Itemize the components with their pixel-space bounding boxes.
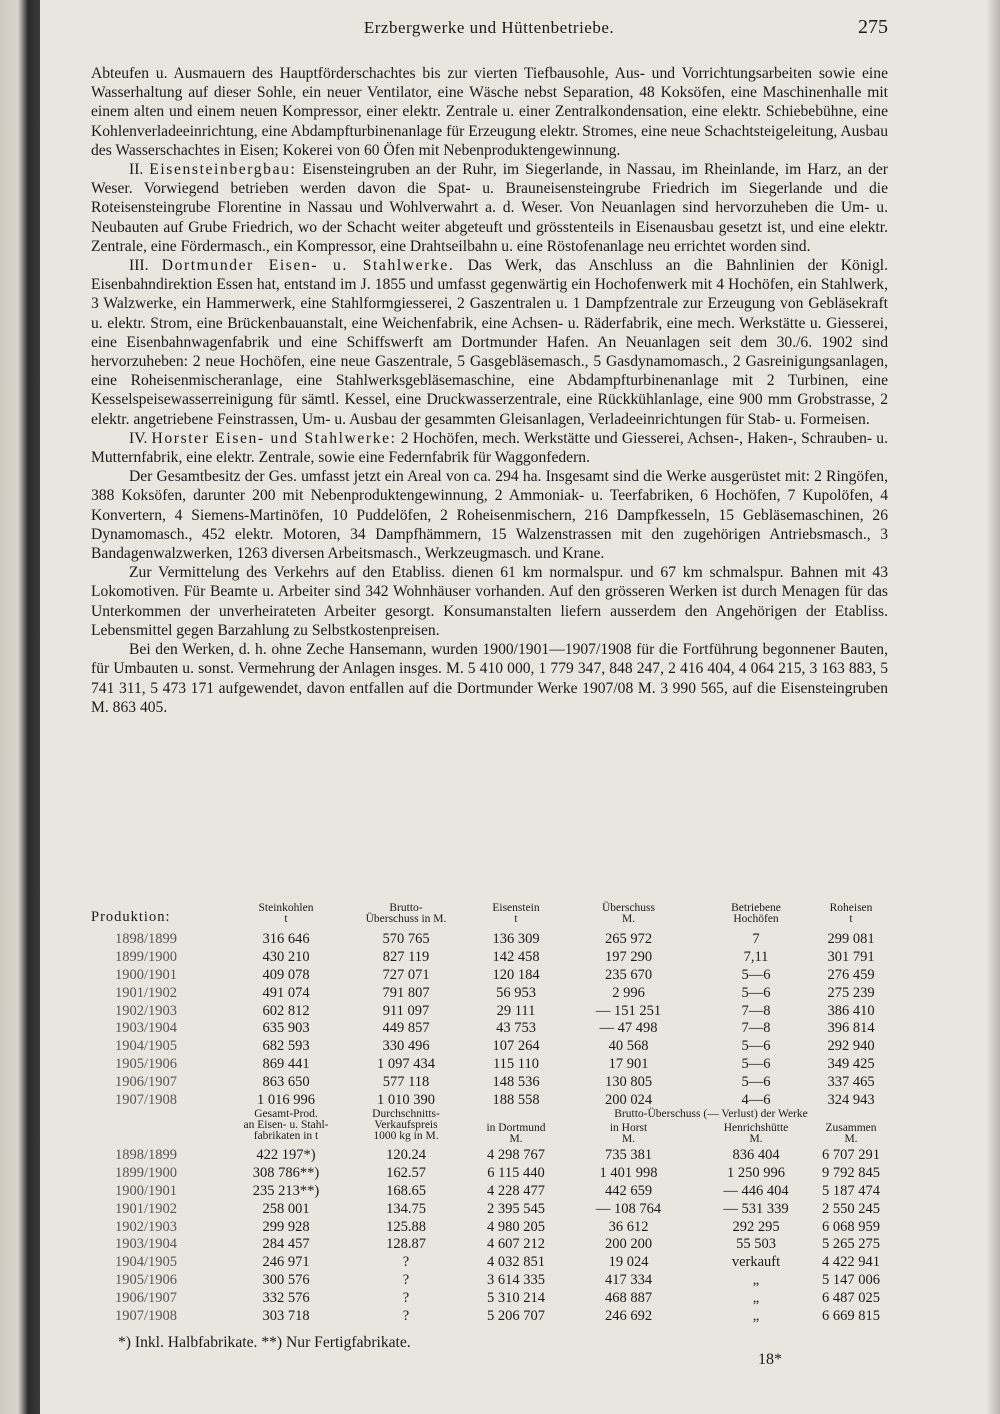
year-cell: 1898/1899	[115, 1147, 178, 1163]
table-cell: 4 607 212	[487, 1236, 545, 1253]
year-cell: 1903/1904	[115, 1236, 178, 1253]
table-cell: 130 805	[604, 1074, 653, 1091]
table-cell: 911 097	[382, 1002, 430, 1019]
table-cell: verkauft	[731, 1254, 781, 1271]
table-row	[91, 1038, 888, 1056]
table-cell: 19 024	[608, 1254, 649, 1271]
table-cell: 468 887	[604, 1290, 653, 1307]
table-cell: 246 971	[262, 1254, 310, 1271]
paragraph	[91, 160, 888, 256]
table-cell: 246 692	[604, 1308, 653, 1325]
table-cell: 115 110	[492, 1056, 540, 1073]
table-cell: 827 119	[382, 948, 430, 965]
year-cell: 1898/1899	[115, 931, 178, 947]
table-row	[91, 1056, 888, 1074]
section-heading: Dortmunder Eisen- u. Stahlwerke.	[161, 257, 455, 275]
year-cell: 1905/1906	[115, 1056, 178, 1073]
table-cell: 5—6	[741, 1056, 771, 1073]
table-row	[91, 1254, 888, 1272]
table-cell: 2 996	[612, 984, 645, 1001]
table-cell: 337 465	[827, 1074, 875, 1091]
paragraph	[91, 563, 888, 640]
column-header: Steinkohlen t	[258, 902, 314, 925]
paragraph-text: IV.	[129, 429, 152, 447]
paragraph	[91, 256, 888, 429]
year-cell: 1907/1908	[115, 1308, 178, 1325]
table-row	[91, 949, 888, 967]
table-cell: 292 295	[732, 1218, 780, 1235]
production-table-body	[91, 931, 888, 1110]
table-cell: „	[752, 1272, 760, 1289]
year-cell: 1907/1908	[115, 1092, 178, 1109]
table-row	[91, 1074, 888, 1092]
body-text	[91, 64, 888, 717]
table-cell: 5 206 707	[487, 1308, 545, 1325]
table-cell: 735 381	[604, 1147, 653, 1163]
year-cell: 1902/1903	[115, 1218, 178, 1235]
table-cell: 136 309	[492, 931, 540, 947]
paragraph-text: Zur Vermittelung des Verkehrs auf den Etabliss. dienen 61 km normalspur. und 67 km schmalspur. Bahnen mit 43 Lokomotiven. Für Beamte u. Arbeiter sind 342 Wohnhäuser vorhanden. Auf den grösseren Werken ist durch Menagen für das Unterkommen der unverheirateten Arbeiter gesorgt. Konsumanstalten liefern ausserdem den Angehörigen der Etabliss. Lebensmittel gegen Barzahlung zu Selbstkostenpreisen.	[91, 564, 888, 639]
table-cell: 301 791	[827, 948, 875, 965]
table-cell: 120 184	[492, 966, 540, 983]
table-cell: 6 068 959	[822, 1218, 880, 1235]
profit-table-header	[91, 1109, 888, 1147]
table-cell: 396 814	[827, 1020, 875, 1037]
table-cell: 4 298 767	[487, 1147, 545, 1163]
table-cell: 1 250 996	[727, 1164, 785, 1181]
table-cell: 5—6	[741, 966, 771, 983]
column-header: Zusammen M.	[825, 1122, 877, 1145]
table-cell: 148 536	[492, 1074, 540, 1091]
page-number: 275	[858, 16, 888, 38]
table-cell: 635 903	[262, 1020, 310, 1037]
table-cell: 6 707 291	[822, 1147, 880, 1163]
table-row	[91, 1201, 888, 1219]
table-cell: 5 147 006	[822, 1272, 880, 1289]
table-cell: 449 857	[382, 1020, 430, 1037]
table-cell: 577 118	[382, 1074, 430, 1091]
table-cell: — 108 764	[595, 1200, 662, 1217]
table-cell: 570 765	[382, 931, 430, 947]
table-cell: 235 213**)	[252, 1182, 320, 1199]
table-cell: 5 187 474	[822, 1182, 880, 1199]
table-cell: 120.24	[386, 1147, 426, 1163]
table-cell: — 151 251	[595, 1002, 662, 1019]
table-cell: 5 310 214	[487, 1290, 545, 1307]
table-cell: 682 593	[262, 1038, 310, 1055]
table-row	[91, 1308, 888, 1326]
table-cell: ?	[402, 1272, 410, 1289]
year-cell: 1900/1901	[115, 966, 178, 983]
section-heading: Eisensteinbergbau:	[149, 161, 297, 179]
table-cell: 430 210	[262, 948, 310, 965]
table-cell: 5—6	[741, 1038, 771, 1055]
table-cell: 6 115 440	[487, 1164, 545, 1181]
profit-table-body	[91, 1147, 888, 1326]
paragraph-text: 2 Hochöfen, mech. Werkstätte und Giesserei, Achsen-, Haken-, Schrauben- u. Mutternfabrik, eine elektr. Zentrale, sowie eine Federnfabrik für Waggonfedern.	[91, 429, 888, 467]
year-cell: 1905/1906	[115, 1272, 178, 1289]
table-cell: 316 646	[262, 931, 310, 947]
table-cell: 276 459	[827, 966, 875, 983]
table-cell: 6 487 025	[822, 1290, 880, 1307]
table-cell: „	[752, 1308, 760, 1325]
table-cell: 7,11	[743, 948, 769, 965]
table-cell: ?	[402, 1254, 410, 1271]
table-cell: 200 024	[604, 1092, 653, 1109]
table-row	[91, 985, 888, 1003]
table-cell: 134.75	[386, 1200, 426, 1217]
table-cell: 303 718	[262, 1308, 310, 1325]
table-cell: 235 670	[604, 966, 653, 983]
year-cell: 1903/1904	[115, 1020, 178, 1037]
table-cell: 300 576	[262, 1272, 310, 1289]
year-cell: 1901/1902	[115, 984, 178, 1001]
paragraph-text: Bei den Werken, d. h. ohne Zeche Hansemann, wurden 1900/1901—1907/1908 für die Fortführung begonnener Bauten, für Umbauten u. sonst. Vermehrung der Anlagen insges. M. 5 410 000, 1 779 347, 848 247, 2 416 404, 4 064 215, 3 163 883, 5 741 311, 5 473 171 aufgewendet, davon entfallen auf die Dortmunder Werke 1907/08 M. 3 990 565, auf die Eisensteingruben M. 863 405.	[91, 641, 888, 716]
group-header: Brutto-Überschuss (— Verlust) der Werke	[614, 1108, 808, 1120]
paragraph-text: II.	[129, 161, 150, 179]
table-row	[91, 967, 888, 985]
column-header: Brutto- Überschuss in M.	[365, 902, 447, 925]
table-cell: ?	[402, 1290, 410, 1307]
table-cell: 36 612	[608, 1218, 649, 1235]
table-cell: 1 010 390	[377, 1092, 435, 1109]
table-cell: 17 901	[608, 1056, 649, 1073]
paragraph	[91, 64, 888, 160]
table-cell: 200 200	[604, 1236, 653, 1253]
table-cell: 107 264	[492, 1038, 540, 1055]
year-cell: 1900/1901	[115, 1182, 178, 1199]
table-cell: 4 422 941	[822, 1254, 880, 1271]
table-cell: 324 943	[827, 1092, 875, 1109]
table-cell: 188 558	[492, 1092, 540, 1109]
paragraph	[91, 467, 888, 563]
table-cell: 5—6	[741, 984, 771, 1001]
footnote: *) Inkl. Halbfabrikate. **) Nur Fertigfabrikate.	[118, 1334, 411, 1351]
table-cell: 7—8	[741, 1002, 771, 1019]
table-cell: 56 953	[496, 984, 536, 1001]
table-cell: 3 614 335	[487, 1272, 545, 1289]
table-row	[91, 1165, 888, 1183]
paragraph-text: Abteufen u. Ausmauern des Hauptförderschachtes bis zur vierten Tiefbausohle, Aus- und Vorrichtungsarbeiten sowie eine Wasserhaltung auf dieser Sohle, ein neuer Ventilator, eine Wäsche nebst Separation, 48 Koksöfen, eine Maschinenhalle mit einem alten und einem neuen Kompressor, einer elektr. Zentrale u. einer Zentralkondensation, eine elektr. Schiebebühne, eine Kohlenverladeeinrichtung, eine Abdampfturbinenanlage für Erzeugung elektr. Stromes, eine neue Schachtsteigeleitung, Ausbau des Wasserschachtes in Eisen; Kokerei von 60 Öfen mit Nebenproduktengewinnung.	[91, 65, 888, 159]
table-cell: 299 928	[262, 1218, 310, 1235]
table-cell: 43 753	[496, 1020, 536, 1037]
table-cell: 2 550 245	[822, 1200, 880, 1217]
table-cell: 142 458	[492, 948, 540, 965]
column-header: Durchschnitts- Verkaufspreis 1000 kg in M.	[372, 1108, 440, 1142]
table-cell: 299 081	[827, 931, 875, 947]
table-cell: 442 659	[604, 1182, 653, 1199]
table-cell: 2 395 545	[487, 1200, 545, 1217]
table-cell: — 446 404	[723, 1182, 789, 1199]
table-cell: 55 503	[736, 1236, 776, 1253]
table-cell: 125.88	[386, 1218, 426, 1235]
paragraph-text: Das Werk, das Anschluss an die Bahnlinien der Königl. Eisenbahndirektion Essen hat, entstand im J. 1855 und umfasst gegenwärtig ein Hochofenwerk mit 4 Hochöfen, ein Stahlwerk, 3 Walzwerke, ein Hammerwerk, eine Stahlformgiesserei, 2 Gaszentralen u. 1 Dampfzentrale zur Erzeugung von Gebläsekraft u. elektr. Strom, eine Brückenbauanstalt, eine Weichenfabrik, eine Achsen- u. Räderfabrik, eine mech. Werkstätte u. Giesserei, eine Eisenbahnwagenfabrik und eine Schiffswerft am Dortmunder Hafen. An Neuanlagen seit dem 30./6. 1902 sind hervorzuheben: 2 neue Hochöfen, eine neue Gaszentrale, 5 Gasgebläsemasch., 5 Gasdynamomasch., 2 Gasreinigungsanlagen, eine Roheisenmischeranlage, eine Stahlwerksgebläsemaschine, eine Abdampfturbinenanlage mit 2 Turbinen, eine Kesselspeisewasserreinigung für sämtl. Kessel, eine Druckwasserzentrale, eine Rückkühlanlage, eine 900 mm Grobstrasse, 2 elektr. angetriebene Feinstrassen, Um- u. Ausbau der gesammten Gleisanlagen, Verladeeinrichtungen für Stab- u. Formeisen.	[91, 257, 888, 428]
year-cell: 1901/1902	[115, 1200, 178, 1217]
table-cell: 1 097 434	[377, 1056, 435, 1073]
table-cell: 1 016 996	[257, 1092, 315, 1109]
year-cell: 1899/1900	[115, 948, 178, 965]
table-row	[91, 1290, 888, 1308]
table-cell: — 531 339	[723, 1200, 789, 1217]
table-cell: 863 650	[262, 1074, 310, 1091]
table-cell: 29 111	[496, 1002, 536, 1019]
column-header: Gesamt-Prod. an Eisen- u. Stahl- fabrikaten in t	[243, 1108, 329, 1142]
year-cell: 1904/1905	[115, 1038, 178, 1055]
table-cell: 791 807	[382, 984, 430, 1001]
table-cell: 40 568	[608, 1038, 649, 1055]
table-cell: 292 940	[827, 1038, 875, 1055]
table-cell: 4—6	[741, 1092, 771, 1109]
table-cell: 409 078	[262, 966, 310, 983]
column-header: Betriebene Hochöfen	[731, 902, 781, 925]
table-cell: 128.87	[386, 1236, 426, 1253]
year-cell: 1899/1900	[115, 1164, 178, 1181]
table-cell: 197 290	[604, 948, 653, 965]
table-cell: „	[752, 1290, 760, 1307]
table-cell: 727 071	[382, 966, 430, 983]
table-cell: 9 792 845	[822, 1164, 880, 1181]
profit-table	[91, 1109, 888, 1326]
table-cell: 284 457	[262, 1236, 310, 1253]
table-row	[91, 931, 888, 949]
table-cell: 417 334	[604, 1272, 653, 1289]
paragraph-text: Eisensteingruben an der Ruhr, im Siegerlande, in Nassau, im Rheinlande, im Harz, an der Weser. Vorwiegend betrieben werden davon die Spat- u. Brauneisensteingrube Friedrich im Siegerlande und die Roteisensteingrube Florentine in Nassau und Wohlverwahrt a. d. Weser. Von Neuanlagen sind hervorzuheben die Um- u. Neubauten auf Grube Friedrich, wo der Schacht weiter abgeteuft und grösstenteils in Eisenausbau gesetzt ist, und eine elektr. Zentrale, eine Fördermasch., ein Kompressor, eine Drahtseilbahn u. eine Röstofenanlage neu errichtet worden sind.	[91, 161, 888, 255]
table-cell: 422 197*)	[256, 1147, 316, 1163]
column-header: in Horst M.	[609, 1122, 648, 1145]
table-cell: 330 496	[382, 1038, 430, 1055]
table-cell: 162.57	[386, 1164, 426, 1181]
table-cell: 349 425	[827, 1056, 875, 1073]
table-cell: 386 410	[827, 1002, 875, 1019]
year-cell: 1904/1905	[115, 1254, 178, 1271]
section-heading: Horster Eisen- und Stahlwerke:	[151, 429, 397, 447]
table-row	[91, 1236, 888, 1254]
table-cell: 265 972	[604, 931, 653, 947]
table-cell: 6 669 815	[822, 1308, 880, 1325]
table-cell: — 47 498	[599, 1020, 658, 1037]
table-row	[91, 1147, 888, 1165]
table-cell: 4 980 205	[487, 1218, 545, 1235]
table-row	[91, 1003, 888, 1021]
table-cell: 869 441	[262, 1056, 310, 1073]
table-cell: 275 239	[827, 984, 875, 1001]
table-cell: 602 812	[262, 1002, 310, 1019]
paragraph-text: Der Gesamtbesitz der Ges. umfasst jetzt ein Areal von ca. 294 ha. Insgesamt sind die Werke ausgerüstet mit: 2 Ringöfen, 388 Koksöfen, darunter 200 mit Nebenproduktengewinnung, 2 Ammoniak- u. Teerfabriken, 6 Hochöfen, 7 Kupolöfen, 4 Konvertern, 4 Siemens-Martinöfen, 10 Puddelöfen, 2 Roheisenmischern, 216 Dampfkesseln, 15 Gebläsemaschinen, 26 Dynamomasch., 452 elektr. Motoren, 34 Dampfhämmern, 15 Walzenstrassen mit den zugehörigen Antriebsmasch., 3 Bandagenwalzwerken, 1263 diversen Arbeitsmasch., Werkzeugmasch. und Krane.	[91, 468, 888, 563]
column-header: Roheisen t	[829, 902, 873, 925]
paragraph-text: III.	[129, 257, 162, 275]
table-row	[91, 1183, 888, 1201]
column-header: Überschuss M.	[601, 902, 656, 925]
table-cell: 4 032 851	[487, 1254, 545, 1271]
table-cell: 5 265 275	[822, 1236, 880, 1253]
table-cell: 491 074	[262, 984, 310, 1001]
table-cell: 836 404	[732, 1147, 780, 1163]
table-cell: 4 228 477	[487, 1182, 545, 1199]
production-table	[91, 903, 888, 1110]
table-cell: 168.65	[386, 1182, 426, 1199]
year-cell: 1902/1903	[115, 1002, 178, 1019]
column-header: in Dortmund M.	[486, 1122, 546, 1145]
production-table-header	[91, 903, 888, 931]
column-header: Eisenstein t	[492, 902, 540, 925]
table-cell: 332 576	[262, 1290, 310, 1307]
table-cell: 7—8	[741, 1020, 771, 1037]
signature-mark: 18*	[758, 1351, 782, 1368]
year-cell: 1906/1907	[115, 1290, 178, 1307]
page-edge	[986, 0, 1000, 1414]
production-label: Produktion:	[91, 909, 171, 925]
page-gutter	[0, 0, 40, 1414]
table-cell: 258 001	[262, 1200, 310, 1217]
table-cell: 308 786**)	[252, 1164, 320, 1181]
paragraph	[91, 429, 888, 467]
table-row	[91, 1020, 888, 1038]
table-cell: 7	[752, 931, 760, 947]
column-header: Henrichshütte M.	[723, 1122, 789, 1145]
year-cell: 1906/1907	[115, 1074, 178, 1091]
table-cell: 1 401 998	[599, 1164, 658, 1181]
paragraph	[91, 640, 888, 717]
table-cell: 5—6	[741, 1074, 771, 1091]
running-title: Erzbergwerke und Hüttenbetriebe.	[363, 18, 615, 37]
table-cell: ?	[402, 1308, 410, 1325]
table-row	[91, 1272, 888, 1290]
page-header	[90, 18, 888, 46]
table-row	[91, 1219, 888, 1237]
